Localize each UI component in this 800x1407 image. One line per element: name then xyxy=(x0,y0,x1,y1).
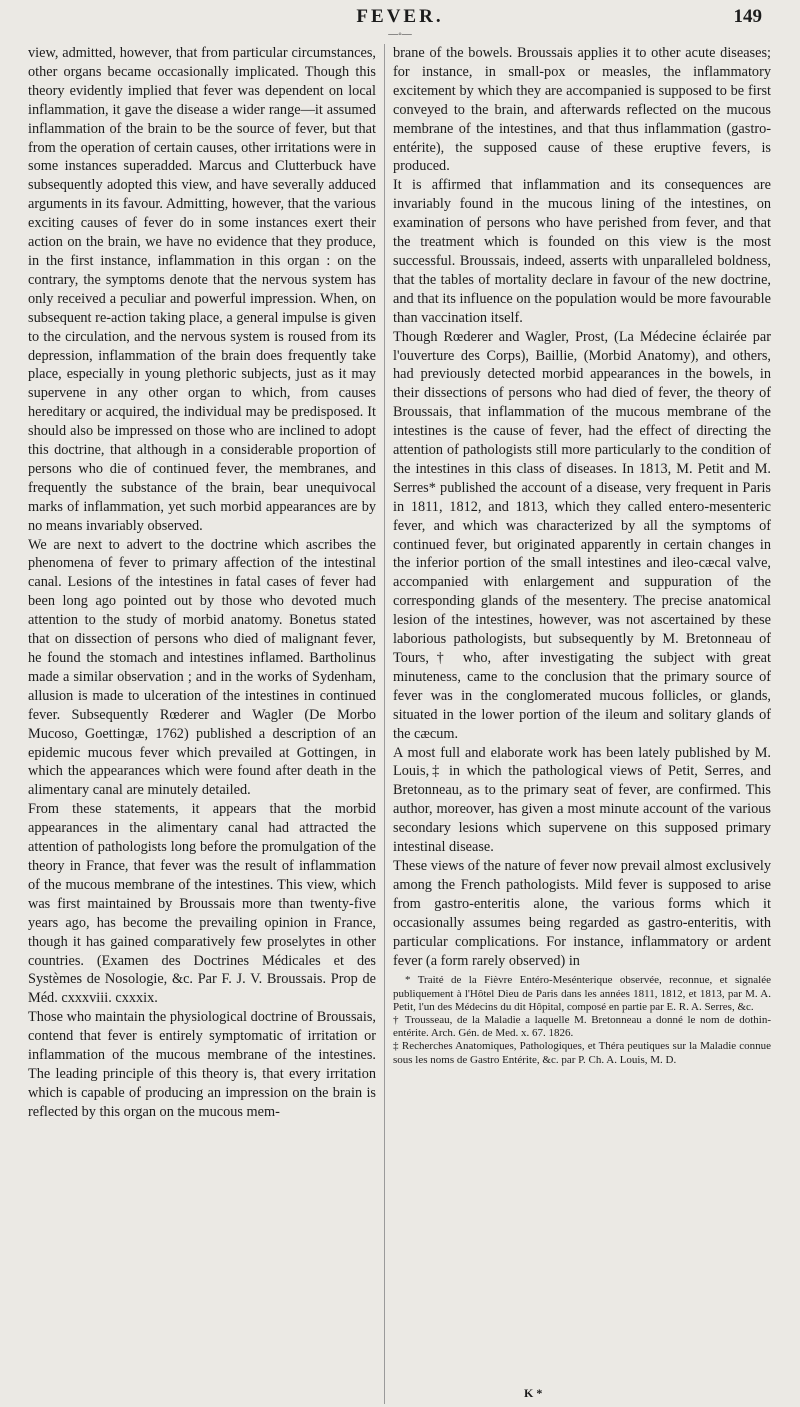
column-divider xyxy=(384,44,385,1404)
left-column xyxy=(28,44,376,1122)
footnote: * Traité de la Fièvre Entéro-Mesénterique observée, reconnue, et signalée publiquement à l'Hôtel Dieu de Paris dans les années 1811, 1812, et 1813, par M. A. Petit, l'un des Médecins du dit Hôpital, composé en partie par E. R. A. Serres, &c. xyxy=(393,974,771,1013)
page-number: 149 xyxy=(733,6,762,27)
paragraph: It is affirmed that inflammation and its consequences are invariably found in the mucous lining of the intestines, on examination of persons who have perished from fever, and that the treatment which is founded on this view is the most successful. Broussais, indeed, asserts with unparalleled boldness, that the tables of mortality declare in favour of the new doctrine, and that its influence on the population would be more favourable than vaccination itself. xyxy=(393,177,771,326)
paragraph: From these statements, it appears that the morbid appearances in the alimentary canal had attracted the attention of pathologists long before the promulgation of the theory in France, that fever was the result of inflammation of the mucous membrane of the intestines. This view, which was first maintained by Broussais more than twenty-five years ago, has become the prevailing opinion in France, though it has gained comparatively few proselytes in other countries. (Examen des Doctrines Médicales et des Systèmes de Nosologie, &c. Par F. J. V. Broussais. Prop de Méd. cxxxviii. cxxxix. xyxy=(28,801,376,1007)
paragraph: Though Rœderer and Wagler, Prost, (La Médecine éclairée par l'ouverture des Corps), Baillie, (Morbid Anatomy), and others, had previously detected morbid appearances in the bowels, in their dissections of persons who had died of fever, the theory of Broussais, that inflammation of the mucous membrane of the intestines is the cause of fever, had the effect of directing the attention of pathologists still more particularly to the condition of the intestines in this class of diseases. In 1813, M. Petit and M. Serres* published the account of a disease, very frequent in Paris in 1811, 1812, and 1813, which they called entero-mesenteric fever, and which was characterized by all the symptoms of continued fever, but originated apparently in certain changes in the inferior portion of the small intestines and ileo-cæcal valve, accompanied with enlargement and suppuration of the corresponding glands of the mesentery. The precise anatomical lesion of the intestines, however, was not ascertained by these laborious pathologists, but subsequently by M. Bretonneau of Tours,† who, after investigating the subject with great minuteness, came to the conclusion that the primary source of fever was in the conglomerated mucous follicles, or glands, situated in the lower portion of the ileum and solitary glands of the cæcum. xyxy=(393,328,771,742)
paragraph: A most full and elaborate work has been lately published by M. Louis,‡ in which the pathological views of Petit, Serres, and Bretonneau, as to the primary seat of fever, are confirmed. This author, moreover, has given a most minute account of the various secondary lesions which supervene on this supposed primary intestinal disease. xyxy=(393,744,771,856)
paragraph: brane of the bowels. Broussais applies it to other acute diseases; for instance, in small-pox or measles, the inflammatory excitement by which they are accompanied is supposed to be first conveyed to the brain, and afterwards reflected on the mucous membrane of the intestines, and that thus inflammation (gastro-entérite), the supposed cause of these eruptive fevers, is produced. xyxy=(393,45,771,175)
paragraph: view, admitted, however, that from particular circumstances, other organs became occasionally implicated. Though this theory evidently implied that fever was dependent on local inflammation, it gave the disease a wider range—it assumed inflammation of the brain to be the source of fever, but that from the operation of certain causes, other irritations were in some instances superadded. Marcus and Clutterbuck have subsequently adopted this view, and have severally adduced arguments in its favour. Admitting, however, that the various exciting causes of fever do in some instances exert their action on the brain, we have no evidence that they produce, in the first instance, inflammation in this organ : on the contrary, the symptoms denote that the nervous system has only received a peculiar and powerful impression. When, on subsequent re-action taking place, a general impulse is given to the circulation, and the nervous system is roused from its depression, inflammation of the brain does frequently take place, especially in young plethoric subjects, just as it may supervene in any other organ to which, from causes hereditary or acquired, the individual may be predisposed. It should also be impressed on those who are inclined to adopt this doctrine, that although in a considerable proportion of persons who die of continued fever, the membranes, and frequently the substance of the brain, bear unequivocal marks of inflammation, yet such morbid appearances are by no means invariably observed. xyxy=(28,45,376,534)
footnote: ‡ Recherches Anatomiques, Pathologiques, et Théra peutiques sur la Maladie connue sous les noms de Gastro Entérite, &c. par P. Ch. A. Louis, M. D. xyxy=(393,1040,771,1066)
paragraph: These views of the nature of fever now prevail almost exclusively among the French pathologists. Mild fever is supposed to arise from gastro-enteritis alone, the various forms which it occasionally assumes being regarded as gastro-enteritis, with particular complications. For instance, inflammatory or ardent fever (a form rarely observed) in xyxy=(393,857,771,969)
footnotes xyxy=(393,974,771,1066)
signature-mark: K * xyxy=(524,1386,543,1400)
header-ornament: —◦— xyxy=(388,29,412,40)
paragraph: We are next to advert to the doctrine which ascribes the phenomena of fever to primary affection of the intestinal canal. Lesions of the intestines in fatal cases of fever had been long ago pointed out by those who devoted much attention to the study of morbid anatomy. Bonetus stated that on dissection of persons who died of malignant fever, he found the stomach and intestines inflamed. Bartholinus made a similar observation ; and in the works of Sydenham, allusion is made to ulceration of the intestines in continued fever. Subsequently Rœderer and Wagler (De Morbo Mucoso, Goettingæ, 1762) published a description of an epidemic mucous fever which prevailed at Gottingen, in which the appearances which were found after death in the alimentary canal are minutely detailed. xyxy=(28,536,376,799)
paragraph: Those who maintain the physiological doctrine of Broussais, contend that fever is entirely symptomatic of irritation or inflammation of the mucous membrane of the intestines. The leading principle of this theory is, that every irritation which is capable of producing an impression on the brain is reflected by this organ on the mucous mem- xyxy=(28,1009,376,1120)
right-column xyxy=(393,44,771,1067)
running-head: FEVER. xyxy=(356,6,444,27)
footnote: † Trousseau, de la Maladie a laquelle M. Bretonneau a donné le nom de dothin-entérite. Arch. Gén. de Med. x. 67. 1826. xyxy=(393,1014,771,1040)
